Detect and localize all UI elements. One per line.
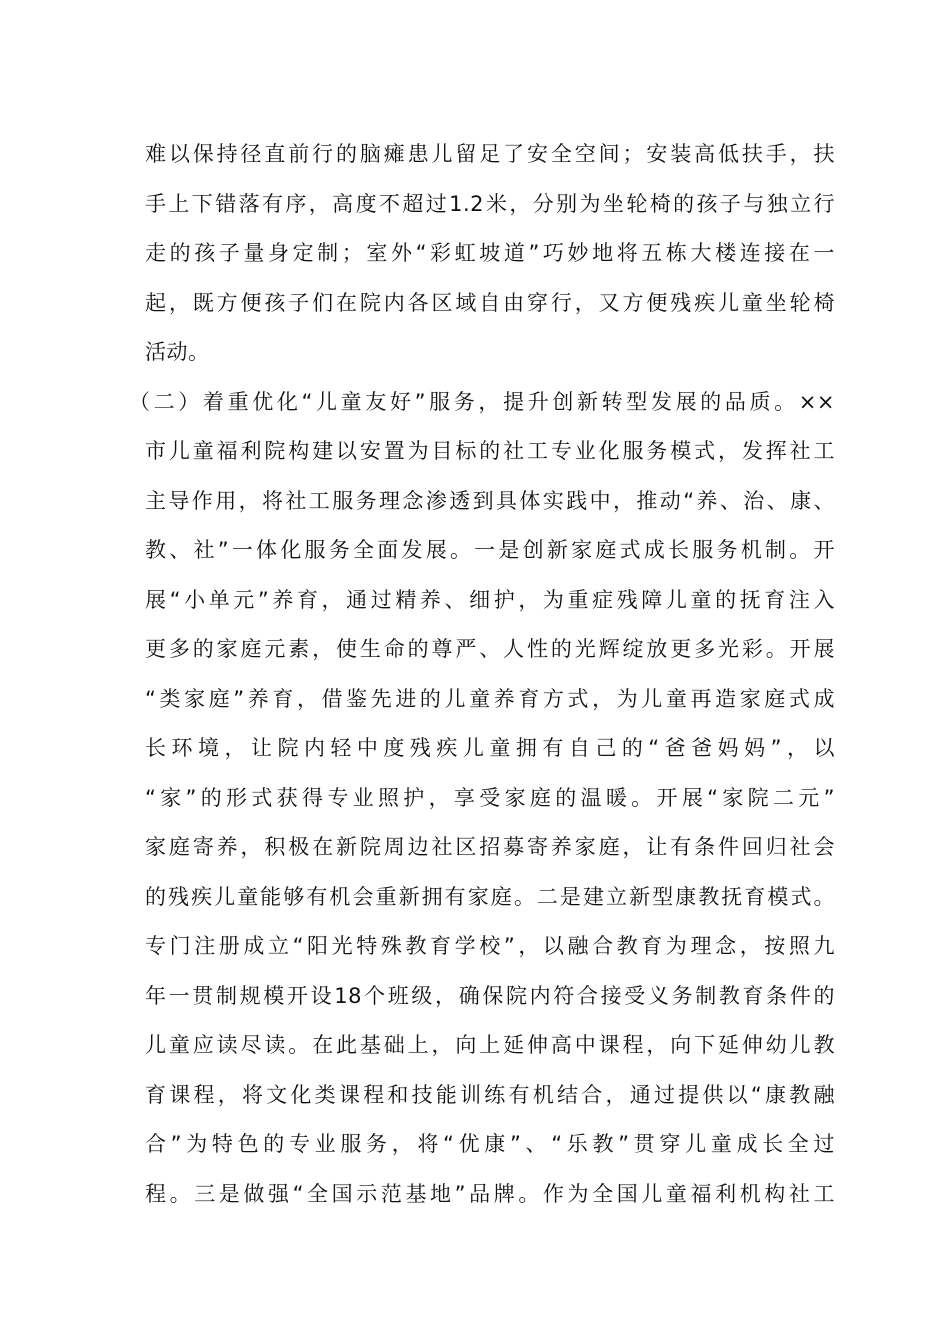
text-line: 走的孩子量身定制；室外“彩虹坡道”巧妙地将五栋大楼连接在一 [145, 241, 835, 265]
text-line: 儿童应读尽读。在此基础上，向上延伸高中课程，向下延伸幼儿教 [145, 1033, 835, 1057]
text-line: 合”为特色的专业服务，将“优康”、“乐教”贯穿儿童成长全过 [145, 1132, 835, 1156]
text-line: 难以保持径直前行的脑瘫患儿留足了安全空间；安装高低扶手，扶 [145, 142, 835, 166]
text-line: 育课程，将文化类课程和技能训练有机结合，通过提供以“康教融 [145, 1082, 835, 1107]
text-line: 手上下错落有序，高度不超过1.2米，分别为坐轮椅的孩子与独立行 [145, 191, 835, 216]
section-heading-line: （二）着重优化“儿童友好”服务，提升创新转型发展的品质。×× [129, 389, 835, 414]
body-text [129, 130, 835, 1219]
text-line: “家”的形式获得专业照护，享受家庭的温暖。开展“家院二元” [145, 785, 835, 810]
text-line: 的残疾儿童能够有机会重新拥有家庭。二是建立新型康教抚育模式。 [145, 884, 835, 909]
text-line: 主导作用，将社工服务理念渗透到具体实践中，推动“养、治、康、 [145, 488, 835, 513]
text-line: 活动。 [145, 340, 210, 364]
text-line: 教、社”一体化服务全面发展。一是创新家庭式成长服务机制。开 [145, 538, 835, 562]
text-line: 年一贯制规模开设18个班级，确保院内符合接受义务制教育条件的 [145, 983, 835, 1008]
text-line: 程。三是做强“全国示范基地”品牌。作为全国儿童福利机构社工 [145, 1181, 835, 1206]
text-line: 长环境，让院内轻中度残疾儿童拥有自己的“爸爸妈妈”，以 [145, 736, 835, 760]
text-line: 更多的家庭元素，使生命的尊严、人性的光辉绽放更多光彩。开展 [145, 637, 835, 661]
text-line: 专门注册成立“阳光特殊教育学校”，以融合教育为理念，按照九 [145, 934, 835, 958]
text-line: 起，既方便孩子们在院内各区域自由穿行，又方便残疾儿童坐轮椅 [145, 290, 835, 315]
text-line: 市儿童福利院构建以安置为目标的社工专业化服务模式，发挥社工 [145, 439, 835, 463]
text-line: “类家庭”养育，借鉴先进的儿童养育方式，为儿童再造家庭式成 [145, 686, 835, 711]
text-line: 展“小单元”养育，通过精养、细护，为重症残障儿童的抚育注入 [145, 587, 835, 612]
text-line: 家庭寄养，积极在新院周边社区招募寄养家庭，让有条件回归社会 [145, 835, 835, 859]
